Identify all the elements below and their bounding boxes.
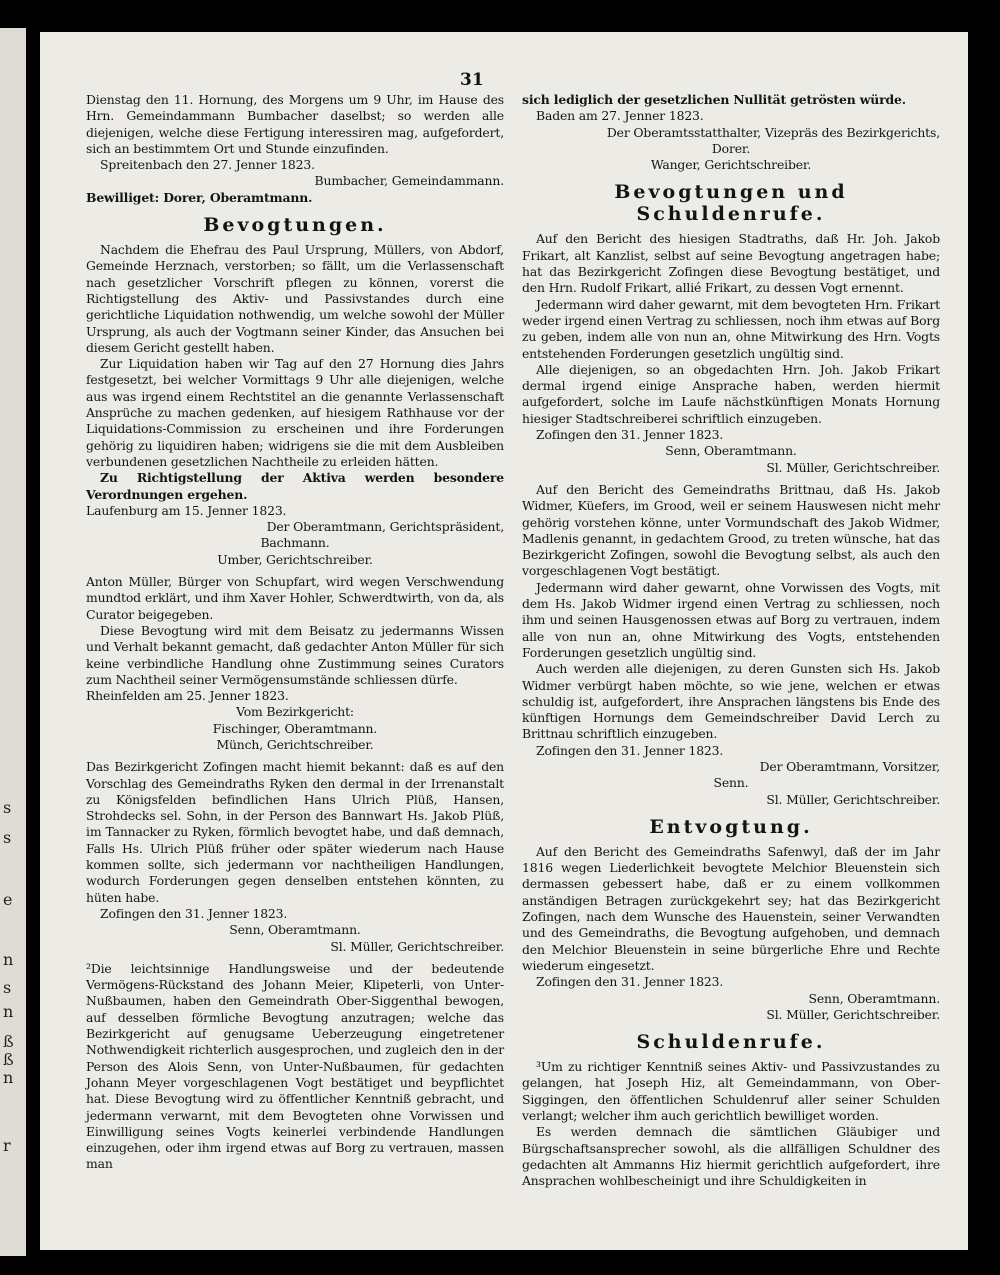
notice-signature: Fischinger, Oberamtmann.	[212, 720, 378, 736]
section-heading-schuldenrufe: Schuldenrufe.	[636, 1031, 826, 1054]
notice-signature: Dorer.	[711, 140, 751, 156]
notice-signature: Senn, Oberamtmann.	[808, 990, 940, 1006]
notice-paragraph: Zu Richtigstellung der Aktiva werden besondere Verordnungen ergehen.	[86, 470, 504, 502]
section-heading-entvogtung: Entvogtung.	[649, 815, 813, 838]
sliver-letter: s	[3, 828, 12, 847]
notice-date: Laufenburg am 15. Jenner 1823.	[86, 502, 287, 518]
notice-paragraph: Auch werden alle diejenigen, zu deren Gunsten sich Hs. Jakob Widmer verbürgt haben möchte, so wie jene, welchen er etwas schuldig ist, aufgefordert, ihre Ansprachen längstens bis Ende des künftigen Hornungs dem Gemeindschreiber David Lerch zu Brittnau schriftlich einzugeben.	[522, 661, 940, 742]
notice-date: Zofingen den 31. Jenner 1823.	[536, 427, 724, 443]
notice-date: Zofingen den 31. Jenner 1823.	[536, 742, 724, 758]
notice-signature: Senn.	[713, 775, 749, 791]
section-heading-bevogtungen-schuldenrufe: Bevogtungen und Schuldenrufe.	[614, 181, 848, 226]
notice-paragraph: Jedermann wird daher gewarnt, ohne Vorwissen des Vogts, mit dem Hs. Jakob Widmer irgend einen Vertrag zu schliessen, noch ihm und seinen Hausgenossen etwas auf Borg zu vertrauen, indem alle von nun an, ohne Mitwirkung des Vogts, entstehenden Forderungen gesetzlich ungültig sind.	[522, 579, 940, 660]
page-number: 31	[460, 70, 484, 90]
notice-paragraph: ³Um zu richtiger Kenntniß seines Aktiv- und Passivzustandes zu gelangen, hat Joseph Hiz, alt Gemeindammann, von Ober-Siggingen, den öffentlichen Schuldenruf aller seiner Schulden verlangt; welcher ihm auch gerichtlich bewilliget worden.	[522, 1059, 940, 1124]
sliver-letter: s	[3, 978, 12, 997]
notice-signature: Senn, Oberamtmann.	[665, 443, 797, 459]
notice-date: Zofingen den 31. Jenner 1823.	[100, 905, 288, 921]
left-column	[86, 92, 504, 1173]
notice-date: Zofingen den 31. Jenner 1823.	[536, 974, 724, 990]
notice-paragraph: Auf den Bericht des hiesigen Stadtraths, daß Hr. Joh. Jakob Frikart, alt Kanzlist, selbst auf seine Bevogtung angetragen habe; hat das Bezirkgericht Zofingen diese Bevogtung bestätiget, und den Hrn. Rudolf Frikart, allié Frikart, zu dessen Vogt ernennt.	[522, 231, 940, 296]
notice-paragraph: Dienstag den 11. Hornung, des Morgens um 9 Uhr, im Hause des Hrn. Gemeindammann Bumbacher daselbst; so werden alle diejenigen, welche diese Fertigung interessiren mag, aufgefordert, sich an bestimmtem Ort und Stunde einzufinden.	[86, 92, 504, 156]
sliver-letter: n	[3, 1002, 14, 1021]
notice-approval: Bewilliget: Dorer, Oberamtmann.	[86, 189, 313, 205]
newspaper-page	[40, 32, 968, 1250]
sliver-letter: ß	[3, 1032, 14, 1051]
notice-signature: Vom Bezirkgericht:	[236, 704, 354, 720]
adjacent-page-edge	[0, 28, 26, 1256]
notice-date: Rheinfelden am 25. Jenner 1823.	[86, 688, 289, 704]
notice-paragraph: Auf den Bericht des Gemeindraths Brittnau, daß Hs. Jakob Widmer, Küefers, im Grood, weil er seinem Hauswesen nicht mehr gehörig vorstehen könne, unter Vormundschaft des Jakob Widmer, Madlenis genannt, in gedachtem Grood, zu treten wünsche, hat das Bezirkgericht Zofingen, sowohl die Bevogtung selbst, als auch den vorgeschlagenen Vogt bestätigt.	[522, 481, 940, 579]
notice-signature: Senn, Oberamtmann.	[229, 922, 361, 938]
notice-signature: Wanger, Gerichtschreiber.	[650, 157, 812, 173]
notice-date: Baden am 27. Jenner 1823.	[536, 108, 704, 124]
section-heading-bevogtungen: Bevogtungen.	[203, 214, 387, 237]
notice-paragraph: ²Die leichtsinnige Handlungsweise und der bedeutende Vermögens-Rückstand des Johann Meier, Klipeterli, von Unter-Nußbaumen, haben den Gemeindrath Ober-Siggenthal bewogen, auf desselben förmliche Bevogtung anzutragen; welche das Bezirkgericht auf genugsame Ueberzeugung eingetretener Nothwendigkeit richterlich ausgesprochen, und zugleich den in der Person des Alois Senn, von Unter-Nußbaumen, für gedachten Johann Meyer vorgeschlagenen Vogt bestätiget und beypflichtet hat. Diese Bevogtung wird zu öffentlicher Kenntniß gebracht, und jedermann verwarnt, mit dem Bevogteten ohne Vorwissen und Einwilligung seines Vogts keinerlei verbindende Handlungen einzugehen, oder ihm irgend etwas auf Borg zu vertrauen, massen man	[86, 960, 504, 1172]
right-column	[522, 92, 940, 1190]
notice-signature: Der Oberamtmann, Gerichtspräsident,	[266, 519, 504, 535]
notice-signature: Sl. Müller, Gerichtschreiber.	[766, 791, 940, 807]
notice-signature: Bachmann.	[260, 535, 330, 551]
notice-paragraph: Anton Müller, Bürger von Schupfart, wird wegen Verschwendung mundtod erklärt, und ihm Xaver Hohler, Schwerdtwirth, von da, als Curator beigegeben.	[86, 574, 504, 622]
notice-paragraph: Das Bezirkgericht Zofingen macht hiemit bekannt: daß es auf den Vorschlag des Gemeindraths Ryken den dermal in der Irrenanstalt zu Königsfelden befindlichen Hans Ulrich Plüß, Hansen, Strohdecks sel. Sohn, in der Person des Bannwart Hs. Jakob Plüß, im Tannacker zu Ryken, förmlich bevogtet habe, und daß demnach, Falls Hs. Ulrich Plüß früher oder später wiederum nach Hause kommen sollte, sich jedermann vor nachtheiligen Handlungen, wodurch Forderungen gegen denselben entstehen könnten, zu hüten habe.	[86, 759, 504, 905]
notice-date: Spreitenbach den 27. Jenner 1823.	[100, 157, 315, 173]
notice-signature: Münch, Gerichtschreiber.	[216, 736, 374, 752]
notice-paragraph: Diese Bevogtung wird mit dem Beisatz zu jedermanns Wissen und Verhalt bekannt gemacht, daß gedachter Anton Müller für sich keine verbindliche Handlung ohne Zustimmung seines Curators zum Nachtheil seiner Vermögensumstände schliessen dürfe.	[86, 622, 504, 687]
notice-signature: Sl. Müller, Gerichtschreiber.	[330, 938, 504, 954]
sliver-letter: n	[3, 1068, 14, 1087]
notice-paragraph: Zur Liquidation haben wir Tag auf den 27 Hornung dies Jahrs festgesetzt, bei welcher Vormittags 9 Uhr alle diejenigen, welche aus was irgend einem Rechtstitel an die genannte Verlassenschaft Ansprüche zu machen gedenken, auf hiesigem Rathhause vor der Liquidations-Commission zu erscheinen und ihre Forderungen gehörig zu liquidiren haben; widrigens sie die mit dem Ausbleiben verbundenen gesetzlichen Nachtheile zu erleiden hätten.	[86, 356, 504, 469]
notice-paragraph: sich lediglich der gesetzlichen Nullität getrösten würde.	[522, 92, 906, 107]
notice-paragraph: Es werden demnach die sämtlichen Gläubiger und Bürgschaftsansprecher sowohl, als die allfälligen Schuldner des gedachten alt Ammanns Hiz hiermit gerichtlich aufgefordert, ihre Ansprachen wohlbescheinigt und ihre Schuldigkeiten in	[522, 1124, 940, 1189]
notice-paragraph: Alle diejenigen, so an obgedachten Hrn. Joh. Jakob Frikart dermal irgend einige Ansprache haben, werden hiermit aufgefordert, solche im Laufe nächstkünftigen Monats Hornung hiesiger Stadtschreiberei schriftlich einzugeben.	[522, 361, 940, 426]
notice-paragraph: Auf den Bericht des Gemeindraths Safenwyl, daß der im Jahr 1816 wegen Liederlichkeit bevogtete Melchior Bleuenstein sich dermassen gebessert habe, daß er zu einem vollkommen anständigen Betragen zurückgekehrt sey; hat das Bezirkgericht Zofingen, nach dem Wunsche des Hauenstein, seiner Verwandten und des Gemeindraths, die Bevogtung aufgehoben, und demnach den Melchior Bleuenstein in seine bürgerliche Ehre und Rechte wiederum eingesetzt.	[522, 843, 940, 973]
notice-signature: Umber, Gerichtschreiber.	[217, 551, 373, 567]
sliver-letter: r	[3, 1136, 11, 1155]
sliver-letter: ß	[3, 1050, 14, 1069]
notice-paragraph: Nachdem die Ehefrau des Paul Ursprung, Müllers, von Abdorf, Gemeinde Herznach, verstorben; so fällt, um die Verlassenschaft nach gesetzlicher Vorschrift pflegen zu können, vorerst die Richtigstellung des Aktiv- und Passivstandes durch eine gerichtliche Liquidation nothwendig, um welche sowohl der Müller Ursprung, als auch der Vogtmann seiner Kinder, das Ansuchen bei diesem Gericht gestellt haben.	[86, 242, 504, 355]
notice-signature: Der Oberamtsstatthalter, Vizepräs des Bezirkgerichts,	[606, 124, 940, 140]
sliver-letter: e	[3, 890, 13, 909]
notice-signature: Sl. Müller, Gerichtschreiber.	[766, 459, 940, 475]
notice-signature: Bumbacher, Gemeindammann.	[314, 173, 504, 189]
sliver-letter: s	[3, 798, 12, 817]
notice-signature: Sl. Müller, Gerichtschreiber.	[766, 1006, 940, 1022]
sliver-letter: n	[3, 950, 14, 969]
notice-paragraph: Jedermann wird daher gewarnt, mit dem bevogteten Hrn. Frikart weder irgend einen Vertrag zu schliessen, noch ihm etwas auf Borg zu geben, indem alle von nun an, ohne Mitwirkung des Hrn. Vogts entstehenden Forderungen gesetzlich ungültig sind.	[522, 296, 940, 361]
notice-signature: Der Oberamtmann, Vorsitzer,	[759, 758, 940, 774]
